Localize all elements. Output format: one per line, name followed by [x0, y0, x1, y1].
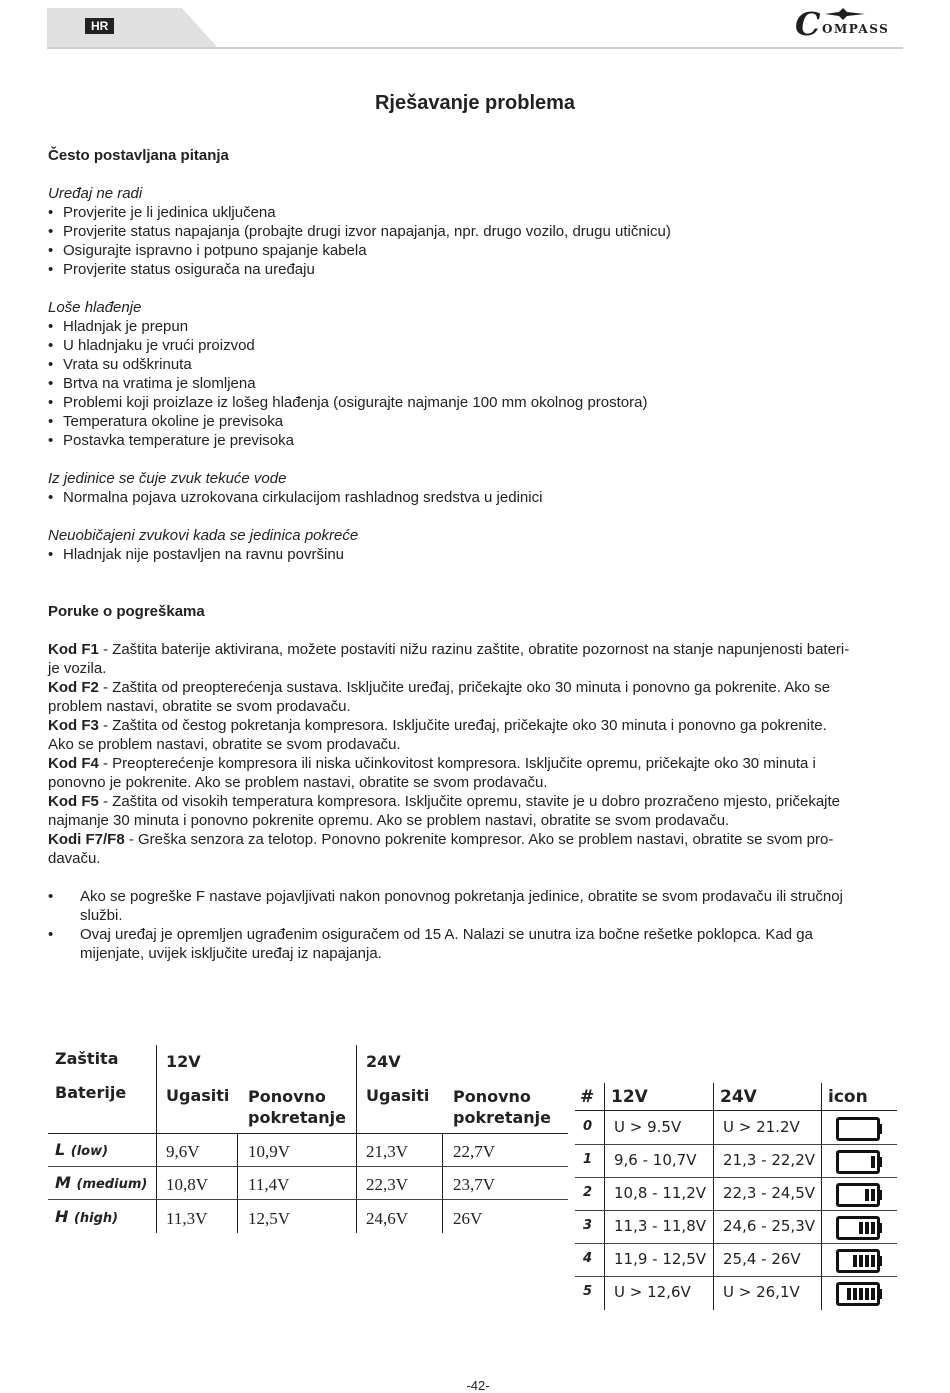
battery-bar [865, 1189, 869, 1201]
faq-group [48, 184, 908, 279]
battery-level-icon [836, 1249, 880, 1271]
error-code-text: - Zaštita baterije aktivirana, možete postaviti nižu razinu zaštite, obratite pozornost na stanje napunjenosti bateri- [103, 641, 850, 658]
table-cell: 22,7V [453, 1142, 496, 1161]
faq-group-title: Uređaj ne radi [48, 185, 143, 202]
compass-logo [795, 6, 905, 42]
error-code-text: - Preopterećenje kompresora ili niska učinkovitost kompresora. Isključite opremu, pričekajte oko 30 minuta i [103, 755, 816, 772]
level-label [55, 1207, 118, 1226]
battery-level-number: 0 [583, 1119, 593, 1134]
battery-tip [878, 1256, 882, 1266]
battery-level-icon [836, 1150, 880, 1172]
protection-header: Baterije [55, 1083, 127, 1102]
column-24v: 24V [366, 1052, 401, 1071]
column-24v: 24V [720, 1087, 757, 1107]
battery-24v-range: U > 21.2V [723, 1118, 800, 1136]
level-desc: (low) [70, 1144, 109, 1159]
battery-bar [853, 1288, 857, 1300]
list-item: • Provjerite status napajanja (probajte drugi izvor napajanja, npr. drugo vozilo, drugu utičnicu) [48, 222, 908, 241]
level-label [55, 1173, 147, 1192]
error-code-item [48, 754, 908, 792]
faq-group [48, 526, 908, 564]
page-title [0, 92, 950, 115]
note-text: Ako se pogreške F nastave pojavljivati nakon ponovnog pokretanja jedinice, obratite se svom prodavaču ili stručnoj [80, 888, 843, 905]
level-label [55, 1140, 108, 1159]
battery-bar [871, 1156, 875, 1168]
table-divider [156, 1045, 157, 1233]
table-divider [575, 1243, 897, 1244]
table-cell: 12,5V [248, 1209, 291, 1228]
header-tab [47, 8, 217, 47]
error-code-text: Ako se problem nastavi, obratite se svom prodavaču. [48, 736, 401, 753]
table-divider [48, 1199, 568, 1200]
page-number: -42- [466, 1378, 490, 1393]
faq-group-title: Loše hlađenje [48, 299, 142, 316]
battery-bar [865, 1222, 869, 1234]
battery-12v-range: U > 12,6V [614, 1283, 691, 1301]
battery-24v-range: 21,3 - 22,2V [723, 1151, 816, 1169]
battery-level-number: 1 [583, 1152, 593, 1167]
table-cell: 26V [453, 1209, 483, 1228]
table-cell: 22,3V [366, 1175, 409, 1194]
battery-level-icon [836, 1117, 880, 1139]
errors-heading: Poruke o pogreškama [48, 603, 205, 620]
error-code-text: ponovno je pokrenite. Ako se problem nastavi, obratite se svom prodavaču. [48, 774, 548, 791]
list-item: • Postavka temperature je previsoka [48, 431, 908, 450]
logo-text: OMPASS [822, 22, 890, 36]
list-item: • Provjerite status osigurača na uređaju [48, 260, 908, 279]
faq-heading: Često postavljana pitanja [48, 147, 229, 164]
note-item [48, 925, 908, 963]
table-divider [237, 1133, 238, 1233]
battery-bar [847, 1288, 851, 1300]
battery-24v-range: 24,6 - 25,3V [723, 1217, 816, 1235]
battery-12v-range: 11,3 - 11,8V [614, 1217, 707, 1235]
column-restart [248, 1086, 346, 1128]
list-item: • U hladnjaku je vrući proizvod [48, 336, 908, 355]
table-divider [48, 1166, 568, 1167]
error-code-text: problem nastavi, obratite se svom prodavaču. [48, 698, 351, 715]
level-letter: H [55, 1207, 69, 1226]
column-12v: 12V [166, 1052, 201, 1071]
battery-bar [859, 1255, 863, 1267]
error-code: Kod F3 [48, 717, 99, 734]
faq-group-title: Neuobičajeni zvukovi kada se jedinica pokreće [48, 527, 359, 544]
battery-bar [865, 1255, 869, 1267]
document-body [48, 146, 908, 963]
error-code: Kod F1 [48, 641, 99, 658]
note-text: službi. [80, 907, 123, 924]
column-off: Ugasiti [366, 1086, 430, 1105]
error-code-item [48, 830, 908, 868]
note-text: mijenjate, uvijek isključite uređaj iz napajanja. [80, 945, 382, 962]
battery-level-icon [836, 1183, 880, 1205]
table-divider [575, 1276, 897, 1277]
battery-bar [871, 1288, 875, 1300]
battery-tip [878, 1289, 882, 1299]
faq-group [48, 298, 908, 450]
list-item: • Temperatura okoline je previsoka [48, 412, 908, 431]
page-title-text: Rješavanje problema [374, 92, 576, 114]
battery-tip [878, 1157, 882, 1167]
error-code-item [48, 716, 908, 754]
battery-level-number: 4 [583, 1251, 593, 1266]
restart-label: Ponovno [248, 1087, 326, 1106]
battery-24v-range: 22,3 - 24,5V [723, 1184, 816, 1202]
battery-bar [859, 1288, 863, 1300]
battery-bar [853, 1255, 857, 1267]
battery-12v-range: U > 9.5V [614, 1118, 682, 1136]
battery-bar [871, 1255, 875, 1267]
table-divider [442, 1133, 443, 1233]
list-item: • Osigurajte ispravno i potpuno spajanje kabela [48, 241, 908, 260]
level-letter: M [55, 1173, 71, 1192]
list-item: • Brtva na vratima je slomljena [48, 374, 908, 393]
battery-level-icon [836, 1282, 880, 1304]
list-item: • Provjerite je li jedinica uključena [48, 203, 908, 222]
error-code-text: - Zaštita od čestog pokretanja kompresora. Isključite uređaj, pričekajte oko 30 minuta i ponovno ga pokrenite. [103, 717, 827, 734]
battery-level-number: 5 [583, 1284, 593, 1299]
table-divider [575, 1144, 897, 1145]
list-item: • Hladnjak nije postavljen na ravnu površinu [48, 545, 908, 564]
battery-level-icon [836, 1216, 880, 1238]
protection-header: Zaštita [55, 1049, 119, 1068]
column-number: # [580, 1087, 595, 1107]
logo-star-icon [825, 8, 865, 20]
error-code: Kod F4 [48, 755, 99, 772]
battery-tip [878, 1124, 882, 1134]
error-code-text: - Zaštita od visokih temperatura kompresora. Isključite opremu, stavite je u dobro prozračeno mjesto, pričekajte [103, 793, 841, 810]
battery-tip [878, 1190, 882, 1200]
battery-24v-range: U > 26,1V [723, 1283, 800, 1301]
table-cell: 23,7V [453, 1175, 496, 1194]
list-item: • Hladnjak je prepun [48, 317, 908, 336]
logo-initial: C [795, 5, 821, 43]
error-code-text: je vozila. [48, 660, 107, 677]
restart-label: Ponovno [453, 1087, 531, 1106]
table-divider [48, 1133, 568, 1134]
table-divider [575, 1177, 897, 1178]
list-item: • Normalna pojava uzrokovana cirkulacijom rashladnog sredstva u jedinici [48, 488, 908, 507]
restart-label: pokretanje [248, 1108, 346, 1127]
table-cell: 11,3V [166, 1209, 208, 1228]
battery-bar [871, 1222, 875, 1234]
battery-bar [865, 1288, 869, 1300]
column-12v: 12V [611, 1087, 648, 1107]
faq-group-title: Iz jedinice se čuje zvuk tekuće vode [48, 470, 287, 487]
battery-level-number: 2 [583, 1185, 593, 1200]
note-item [48, 887, 908, 925]
error-code-item [48, 792, 908, 830]
level-letter: L [55, 1140, 66, 1159]
error-code-item [48, 640, 908, 678]
note-text: Ovaj uređaj je opremljen ugrađenim osiguračem od 15 A. Nalazi se unutra iza bočne rešetke poklopca. Kad ga [80, 926, 813, 943]
restart-label: pokretanje [453, 1108, 551, 1127]
error-code-text: najmanje 30 minuta i ponovno pokrenite opremu. Ako se problem nastavi, obratite se svom prodavaču. [48, 812, 730, 829]
battery-12v-range: 9,6 - 10,7V [614, 1151, 697, 1169]
battery-bar [871, 1189, 875, 1201]
battery-bar [859, 1222, 863, 1234]
language-badge: HR [85, 18, 114, 34]
table-cell: 10,9V [248, 1142, 291, 1161]
table-cell: 21,3V [366, 1142, 409, 1161]
error-code: Kodi F7/F8 [48, 831, 125, 848]
table-divider [575, 1210, 897, 1211]
battery-24v-range: 25,4 - 26V [723, 1250, 801, 1268]
table-divider [356, 1045, 357, 1233]
table-cell: 11,4V [248, 1175, 290, 1194]
faq-group [48, 469, 908, 507]
battery-12v-range: 11,9 - 12,5V [614, 1250, 707, 1268]
error-code-item [48, 678, 908, 716]
table-divider [575, 1110, 897, 1111]
error-code-text: - Greška senzora za telotop. Ponovno pokrenite kompresor. Ako se problem nastavi, obratite se svom pro- [128, 831, 834, 848]
battery-12v-range: 10,8 - 11,2V [614, 1184, 707, 1202]
column-icon: icon [828, 1087, 868, 1107]
error-code: Kod F5 [48, 793, 99, 810]
level-desc: (high) [73, 1211, 119, 1226]
battery-tip [878, 1223, 882, 1233]
error-code-text: davaču. [48, 850, 101, 867]
error-code-text: - Zaštita od preopterećenja sustava. Isključite uređaj, pričekajte oko 30 minuta i ponovno ga pokrenite. Ako se [103, 679, 831, 696]
table-cell: 24,6V [366, 1209, 409, 1228]
battery-shell [836, 1117, 880, 1141]
error-code: Kod F2 [48, 679, 99, 696]
battery-level-number: 3 [583, 1218, 593, 1233]
header-divider [47, 47, 903, 49]
column-off: Ugasiti [166, 1086, 230, 1105]
list-item: • Vrata su odškrinuta [48, 355, 908, 374]
list-item: • Problemi koji proizlaze iz lošeg hlađenja (osigurajte najmanje 100 mm okolnog prostora) [48, 393, 908, 412]
column-restart [453, 1086, 551, 1128]
table-cell: 10,8V [166, 1175, 209, 1194]
level-desc: (medium) [76, 1177, 148, 1192]
table-cell: 9,6V [166, 1142, 200, 1161]
